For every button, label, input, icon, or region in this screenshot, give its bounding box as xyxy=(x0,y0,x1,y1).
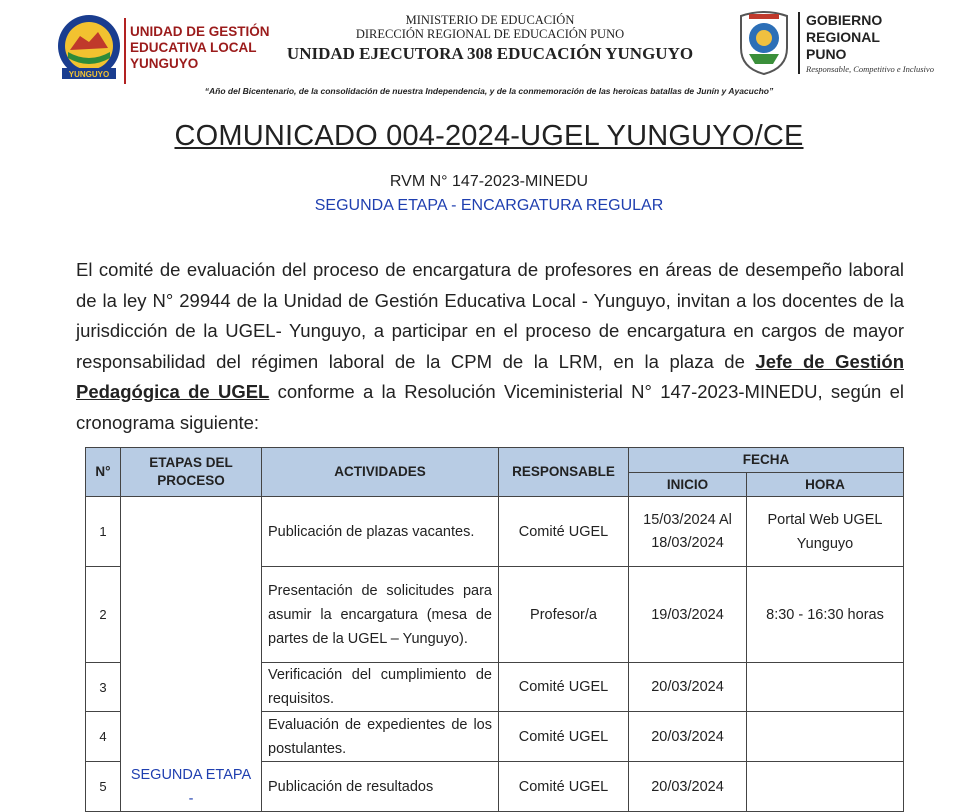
gob-name-line-1: GOBIERNO xyxy=(806,12,883,28)
row-inicio: 19/03/2024 xyxy=(629,567,747,663)
gob-name-line-2: REGIONAL xyxy=(806,29,880,45)
intro-text-end: conforme a la Resolución Viceministerial N° 147-2023-MINEDU, según el cronograma siguiente: xyxy=(76,381,904,433)
row-actividad: Verificación del cumplimiento de requisitos. xyxy=(262,663,499,712)
row-responsable: Comité UGEL xyxy=(499,762,629,812)
gob-name-line-3: PUNO xyxy=(806,46,847,62)
ugel-logo xyxy=(56,12,122,82)
unit-name: UNIDAD EJECUTORA 308 EDUCACIÓN YUNGUYO xyxy=(286,44,694,63)
plaza-name: Jefe de Gestión Pedagógica de UGEL xyxy=(76,350,905,402)
row-responsable: Comité UGEL xyxy=(499,712,629,762)
header-etapas: ETAPAS DEL PROCESO xyxy=(121,448,262,497)
gobierno-regional-logo xyxy=(735,8,793,76)
row-num: 5 xyxy=(86,762,121,812)
header-inicio: INICIO xyxy=(629,473,747,497)
row-actividad: Evaluación de expedientes de los postulantes. xyxy=(262,712,499,762)
row-responsable: Comité UGEL xyxy=(499,497,629,567)
row-actividad: Presentación de solicitudes para asumir la encargatura (mesa de partes de la UGEL – Yunguyo). xyxy=(262,567,499,663)
header-num: N° xyxy=(86,448,121,497)
row-hora: 8:30 - 16:30 horas xyxy=(747,567,904,663)
rvm-reference: RVM N° 147-2023-MINEDU xyxy=(389,173,589,190)
ugel-name-line-1: UNIDAD DE GESTIÓN xyxy=(130,24,270,39)
row-responsable: Comité UGEL xyxy=(499,663,629,712)
ugel-name-line-2: EDUCATIVA LOCAL xyxy=(130,40,257,55)
row-inicio: 20/03/2024 xyxy=(629,712,747,762)
gob-motto: Responsable, Competitivo e Inclusivo xyxy=(806,64,934,74)
row-hora xyxy=(747,762,904,812)
document-title: COMUNICADO 004-2024-UGEL YUNGUYO/CE xyxy=(174,120,804,152)
row-num: 1 xyxy=(86,497,121,567)
ugel-name xyxy=(130,24,270,72)
header-actividades: ACTIVIDADES xyxy=(262,448,499,497)
header-responsable: RESPONSABLE xyxy=(499,448,629,497)
row-hora xyxy=(747,712,904,762)
cronograma-table xyxy=(85,447,904,812)
table-row xyxy=(86,497,904,567)
gob-name xyxy=(806,12,882,63)
etapa-cell: SEGUNDA ETAPA - xyxy=(121,497,262,812)
etapa-subtitle: SEGUNDA ETAPA - ENCARGATURA REGULAR xyxy=(314,197,664,214)
intro-paragraph xyxy=(76,255,904,438)
row-actividad: Publicación de plazas vacantes. xyxy=(262,497,499,567)
header-divider xyxy=(124,18,126,84)
row-inicio: 15/03/2024 Al 18/03/2024 xyxy=(629,497,747,567)
intro-text-start: El comité de evaluación del proceso de encargatura de profesores en áreas de desempeño laboral de la ley N° 29944 de la Unidad de Gestión Educativa Local - Yunguyo, invitan a los docentes de la jurisdicción de la UGEL- Yunguyo, a participar en el proceso de encargatura en cargos de mayor responsabilidad del régimen laboral de la CPM de la LRM, en la plaza de xyxy=(76,259,904,372)
header-hora: HORA xyxy=(747,473,904,497)
year-motto: “Año del Bicentenario, de la consolidación de nuestra Independencia, y de la conmemoración de las heroicas batallas de Junín y Ayacucho” xyxy=(204,86,774,96)
row-inicio: 20/03/2024 xyxy=(629,762,747,812)
gob-divider xyxy=(798,12,800,74)
row-inicio: 20/03/2024 xyxy=(629,663,747,712)
ministry-name: MINISTERIO DE EDUCACIÓN xyxy=(405,13,575,27)
direction-name: DIRECCIÓN REGIONAL DE EDUCACIÓN PUNO xyxy=(355,27,625,41)
institution-header xyxy=(260,13,720,65)
row-hora xyxy=(747,663,904,712)
row-num: 2 xyxy=(86,567,121,663)
header-fecha: FECHA xyxy=(629,448,904,473)
ugel-name-line-3: YUNGUYO xyxy=(130,56,199,71)
ugel-logo-text: YUNGUYO xyxy=(68,70,110,79)
row-responsable: Profesor/a xyxy=(499,567,629,663)
row-actividad: Publicación de resultados xyxy=(262,762,499,812)
row-num: 3 xyxy=(86,663,121,712)
row-num: 4 xyxy=(86,712,121,762)
row-hora: Portal Web UGEL Yunguyo xyxy=(747,497,904,567)
